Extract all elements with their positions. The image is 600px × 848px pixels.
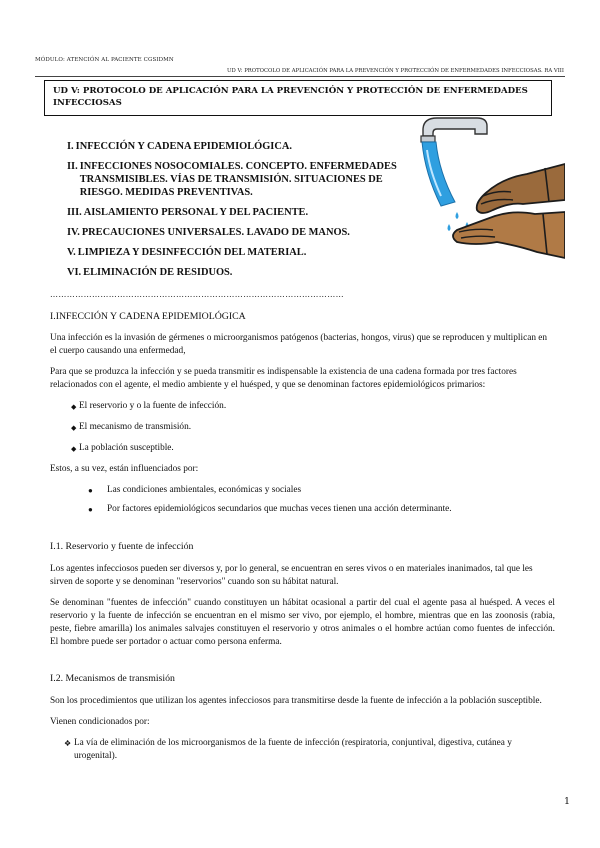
influence-list — [88, 484, 555, 516]
list-item — [88, 484, 555, 497]
toc-item — [67, 246, 397, 259]
paragraph: Una infección es la invasión de gérmenes o microorganismos patógenos (bacterias, hongos, virus) que se reproducen y multiplican en el cuerpo causando una enfermedad, — [50, 333, 548, 356]
toc-text: PRECAUCIONES UNIVERSALES. LAVADO DE MANOS. — [81, 227, 350, 238]
paragraph: Estos, a su vez, están influenciados por: — [50, 464, 199, 474]
list-item-text: Las condiciones ambientales, económicas y sociales — [107, 485, 302, 495]
paragraph: Para que se produzca la infección y se pueda transmitir es indispensable la existencia de una cadena formada por tres factores relacionados con el agente, el medio ambiente y el huésped, y que se denominan factores epidemiológicos primarios: — [50, 367, 517, 390]
subsection-heading: I.1. Reservorio y fuente de infección — [50, 541, 194, 552]
subsection-heading: I.2. Mecanismos de transmisión — [50, 673, 175, 684]
list-item-text: La vía de eliminación de los microorganismos de la fuente de infección (respiratoria, conjuntival, digestiva, cutánea y urogenital). — [73, 738, 512, 761]
document-body — [50, 310, 555, 763]
paragraph: Son los procedimientos que utilizan los agentes infecciosos para transmitirse desde la fuente de infección a la población susceptible. — [50, 696, 542, 706]
section-heading: I.INFECCIÓN Y CADENA EPIDEMIOLÓGICA — [50, 311, 246, 322]
diamond-bullet-icon: ◆ — [71, 403, 77, 411]
header-unit: UD V: PROTOCOLO DE APLICACIÓN PARA LA PREVENCIÓN Y PROTECCIÓN DE ENFERMEDADES INFECCIOSAS. RA VIII — [227, 68, 564, 74]
list-item-text: El mecanismo de transmisión. — [79, 422, 192, 432]
toc-number: I. — [67, 141, 74, 152]
toc-number: II. — [67, 161, 78, 172]
factor-list — [71, 400, 555, 456]
list-item — [71, 442, 555, 456]
paragraph: Los agentes infecciosos pueden ser diversos y, por lo general, se encuentran en seres vivos o en materiales inanimados, tal que les sirven de soporte y se denominan "reservorios" cuando son su hábitat natural. — [50, 564, 533, 587]
table-of-contents — [67, 140, 397, 286]
toc-text: ELIMINACIÓN DE RESIDUOS. — [83, 267, 233, 278]
toc-item — [67, 206, 397, 219]
list-item-text: La población susceptible. — [79, 443, 174, 453]
toc-item — [67, 160, 397, 199]
page-number: 1 — [563, 796, 570, 807]
unit-title: UD V: PROTOCOLO DE APLICACIÓN PARA LA PREVENCIÓN Y PROTECCIÓN DE ENFERMEDADES INFECCIOSAS — [53, 86, 528, 108]
toc-text: AISLAMIENTO PERSONAL Y DEL PACIENTE. — [83, 207, 309, 218]
toc-text: INFECCIÓN Y CADENA EPIDEMIOLÓGICA. — [75, 141, 292, 152]
toc-item — [67, 266, 397, 279]
round-bullet-icon: ● — [88, 505, 93, 514]
unit-title-box — [44, 80, 552, 116]
list-item — [71, 421, 555, 435]
toc-number: V. — [67, 247, 76, 258]
toc-text: LIMPIEZA Y DESINFECCIÓN DEL MATERIAL. — [77, 247, 307, 258]
toc-number: IV. — [67, 227, 80, 238]
paragraph: Se denominan "fuentes de infección" cuando constituyen un hábitat ocasional a partir del cual el agente pasa al huésped. A veces el reservorio y la fuente de infección se encuentran en el mismo ser vivo, por ejemplo, el hombre, mientras que en las zoonosis (rabia, peste, fiebre amarilla) los animales salvajes constituyen el reservorio y otros animales o el hombre actúan como fuentes de infección. El hombre puede ser portador o actuar como persona enferma. — [50, 598, 555, 647]
toc-text: INFECCIONES NOSOCOMIALES. CONCEPTO. ENFERMEDADES TRANSMISIBLES. VÍAS DE TRANSMISIÓN. SITUACIONES DE RIESGO. MEDIDAS PREVENTIVAS. — [79, 161, 397, 198]
condition-list — [64, 737, 555, 763]
section-divider: …………………………………………………………………………………………… — [50, 290, 344, 299]
header-divider — [35, 76, 565, 77]
toc-item — [67, 140, 397, 153]
round-bullet-icon: ● — [88, 486, 93, 495]
list-item-text: El reservorio y o la fuente de infección. — [79, 401, 227, 411]
diamond-bullet-icon: ◆ — [71, 424, 77, 432]
handwashing-illustration — [415, 112, 565, 267]
paragraph: Vienen condicionados por: — [50, 717, 150, 727]
toc-item — [67, 226, 397, 239]
list-item — [71, 400, 555, 414]
list-item — [88, 503, 555, 516]
toc-number: VI. — [67, 267, 82, 278]
list-item — [64, 737, 555, 763]
star-bullet-icon: ❖ — [64, 739, 72, 748]
header-module: MÓDULO: ATENCIÓN AL PACIENTE CGSIDMN — [35, 57, 174, 63]
diamond-bullet-icon: ◆ — [71, 445, 77, 453]
toc-number: III. — [67, 207, 82, 218]
list-item-text: Por factores epidemiológicos secundarios que muchas veces tienen una acción determinante. — [107, 504, 452, 514]
